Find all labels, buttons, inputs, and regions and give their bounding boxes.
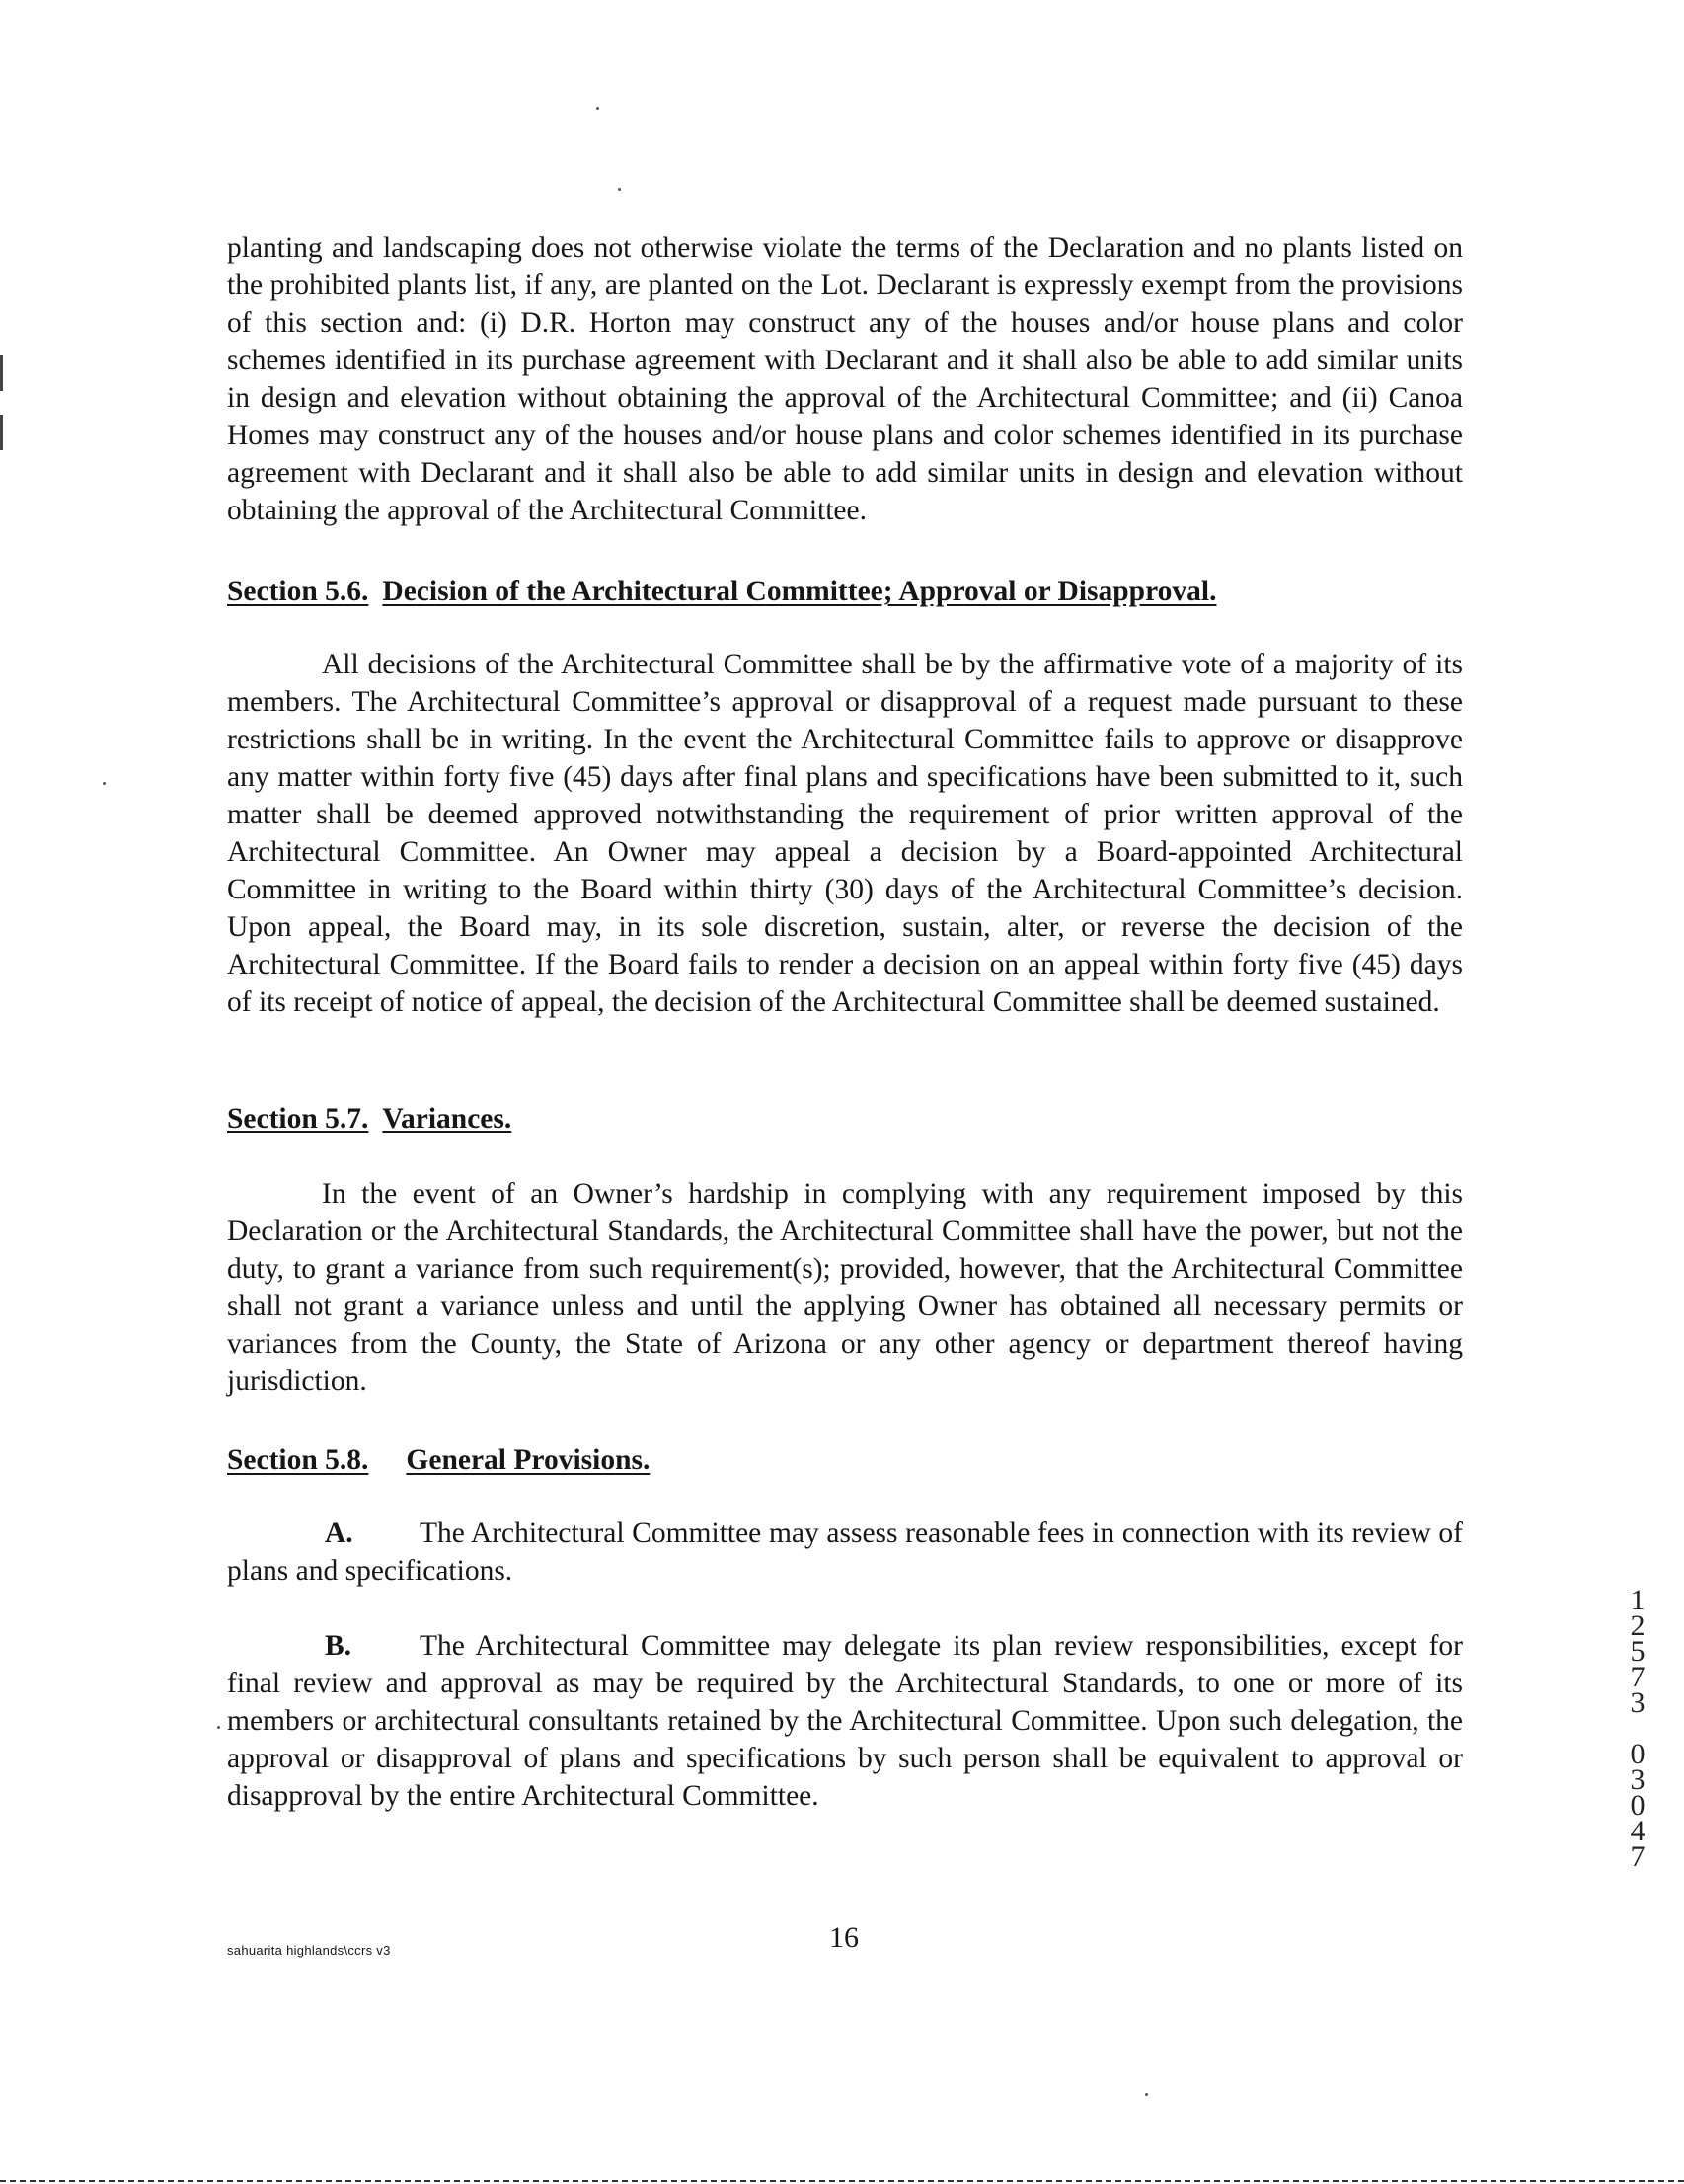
section-5-7-title: Variances. [382,1103,512,1134]
provision-item-a [227,1515,1463,1590]
page-number: 16 [829,1921,859,1954]
section-5-7-heading [227,1100,511,1137]
scan-speck [103,782,106,785]
section-5-8-title: General Provisions. [406,1444,651,1476]
footer-file-path: sahuarita highlands\ccrs v3 [227,1943,391,1958]
provision-item-a-label: A. [325,1518,353,1549]
stamp-digit: 3 [1630,1763,1646,1796]
section-5-8-heading [227,1442,650,1479]
section-5-6-number: Section 5.6. [227,576,369,607]
provision-item-b-label: B. [325,1630,352,1662]
stamp-digit: 3 [1630,1686,1646,1719]
scan-edge-mark [0,415,3,450]
scan-bottom-edge [0,2180,1684,2182]
stamp-digit: 0 [1630,1789,1646,1822]
scan-speck [217,1726,220,1729]
stamp-digit: 1 [1630,1584,1646,1616]
scan-speck [618,188,621,191]
stamp-digit: 4 [1630,1815,1646,1847]
recording-stamp [1625,1584,1650,1873]
section-5-7-paragraph: In the event of an Owner’s hardship in complying with any requirement imposed by this Declaration or the Architectural Standards, the Architectural Committee shall have the power, but not the duty, to grant a variance from such requirement(s); provided, however, that the Architectural Committee shall not grant a variance unless and until the applying Owner has obtained all necessary permits or variances from the County, the State of Arizona or any other agency or department thereof having jurisdiction. [227,1178,1463,1397]
provision-item-b [227,1627,1463,1815]
stamp-digit: 2 [1630,1609,1646,1642]
stamp-digit: 7 [1630,1840,1646,1873]
scan-speck [1145,2093,1148,2096]
provision-item-a-text: The Architectural Committee may assess reasonable fees in connection with its review of plans and specifications. [227,1518,1463,1587]
section-5-6-title: Decision of the Architectural Committee; Approval or Disapproval. [382,576,1217,607]
stamp-digit: 7 [1630,1661,1646,1693]
scan-speck [596,107,599,110]
section-5-6-heading [227,573,1216,610]
section-5-6-paragraph: All decisions of the Architectural Committee shall be by the affirmative vote of a majority of its members. The Architectural Committee’s approval or disapproval of a request made pursuant to these restrictions shall be in writing. In the event the Architectural Committee fails to approve or disapprove any matter within forty five (45) days after final plans and specifications have been submitted to it, such matter shall be deemed approved notwithstanding the requirement of prior written approval of the Architectural Committee. An Owner may appeal a decision by a Board-appointed Architectural Committee in writing to the Board within thirty (30) days of the Architectural Committee’s decision. Upon appeal, the Board may, in its sole discretion, sustain, alter, or reverse the decision of the Architectural Committee. If the Board fails to render a decision on an appeal within forty five (45) days of its receipt of notice of appeal, the decision of the Architectural Committee shall be deemed sustained. [227,649,1463,1018]
intro-paragraph: planting and landscaping does not otherwise violate the terms of the Declaration and no plants listed on the prohibited plants list, if any, are planted on the Lot. Declarant is expressly exempt from the provisions of this section and: (i) D.R. Horton may construct any of the houses and/or house plans and color schemes identified in its purchase agreement with Declarant and it shall also be able to add similar units in design and elevation without obtaining the approval of the Architectural Committee; and (ii) Canoa Homes may construct any of the houses and/or house plans and color schemes identified in its purchase agreement with Declarant and it shall also be able to add similar units in design and elevation without obtaining the approval of the Architectural Committee. [227,232,1463,526]
stamp-digit: 0 [1630,1738,1646,1770]
section-5-7-number: Section 5.7. [227,1103,369,1134]
scan-edge-mark [0,355,3,391]
provision-item-b-text: The Architectural Committee may delegate its plan review responsibilities, except for final review and approval as may be required by the Architectural Standards, to one or more of its members or architectural consultants retained by the Architectural Committee. Upon such delegation, the approval or disapproval of plans and specifications by such person shall be equivalent to approval or disapproval by the entire Architectural Committee. [227,1630,1463,1812]
stamp-digit: 5 [1630,1635,1646,1668]
section-5-8-number: Section 5.8. [227,1444,369,1476]
